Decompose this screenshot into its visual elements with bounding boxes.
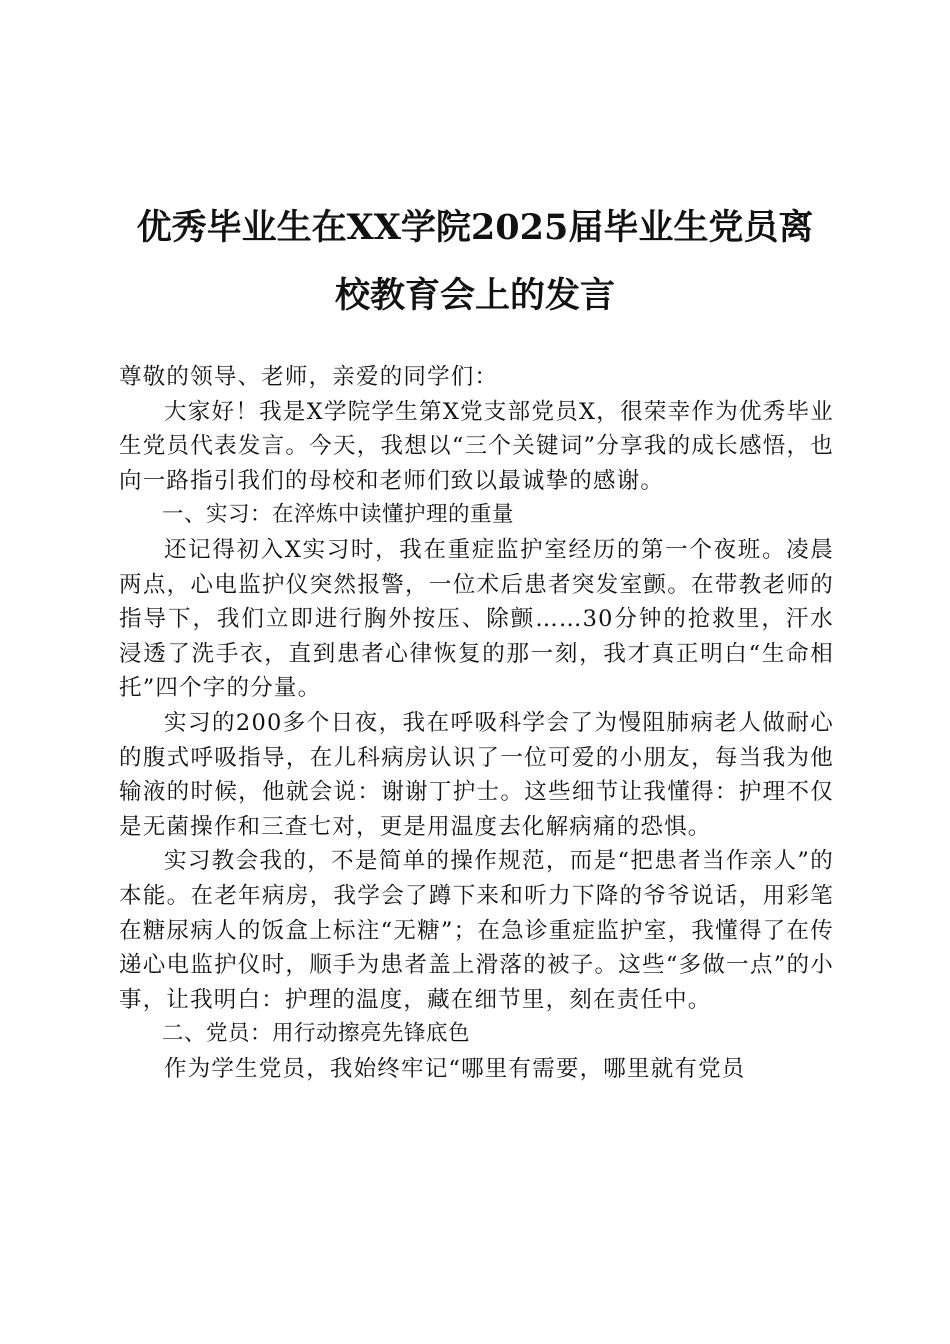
section-1-paragraph-2: 实习的200多个日夜，我在呼吸科学会了为慢阻肺病老人做耐心的腹式呼吸指导，在儿科病房认识了一位可爱的小朋友，每当我为他输液的时候，他就会说：谢谢丁护士。这些细节让我懂得：护理不仅是无菌操作和三查七对，更是用温度去化解病痛的恐惧。 [119,709,834,840]
document-body [119,360,834,1086]
section-1-heading: 一、实习：在淬炼中读懂护理的重量 [162,502,515,528]
section-1-paragraph-1: 还记得初入X实习时，我在重症监护室经历的第一个夜班。凌晨两点，心电监护仪突然报警，一位术后患者突发室颤。在带教老师的指导下，我们立即进行胸外按压、除颤……30分钟的抢救里，汗水浸透了洗手衣，直到患者心律恢复的那一刻，我才真正明白“生命相托”四个字的分量。 [119,536,834,702]
section-1-paragraph-3: 实习教会我的，不是简单的操作规范，而是“把患者当作亲人”的本能。在老年病房，我学会了蹲下来和听力下降的爷爷说话，用彩笔在糖尿病人的饭盒上标注“无糖”；在急诊重症监护室，我懂得了在传递心电监护仪时，顺手为患者盖上滑落的被子。这些“多做一点”的小事，让我明白：护理的温度，藏在细节里，刻在责任中。 [119,848,834,1013]
document-title-line-2: 校教育会上的发言 [334,275,615,316]
section-2-heading: 二、党员：用行动擦亮先锋底色 [162,1021,471,1047]
salutation: 尊敬的领导、老师，亲爱的同学们： [119,364,499,390]
document-title-line-1: 优秀毕业生在XX学院2025届毕业生党员离 [136,207,814,248]
intro-paragraph: 大家好！我是X学院学生第X党支部党员X，很荣幸作为优秀毕业生党员代表发言。今天，我想以“三个关键词”分享我的成长感悟，也向一路指引我们的母校和老师们致以最诚挚的感谢。 [119,398,834,494]
section-2-paragraph-1: 作为学生党员，我始终牢记“哪里有需要，哪里就有党员 [164,1055,746,1082]
